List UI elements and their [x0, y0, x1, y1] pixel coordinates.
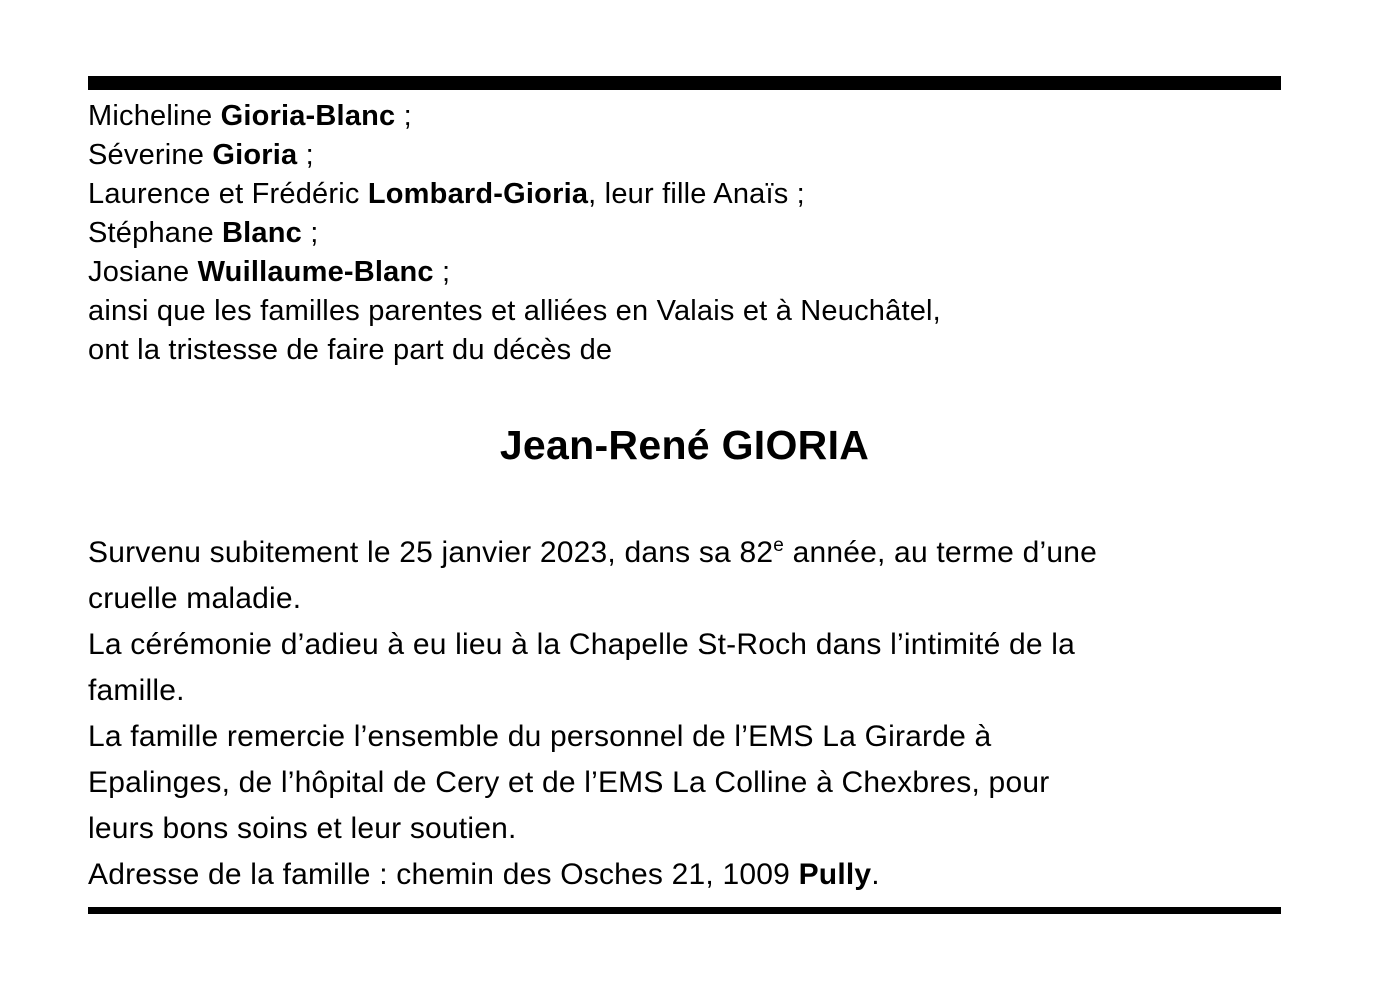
- superscript-ordinal: e: [773, 535, 785, 556]
- family-line: [88, 136, 1281, 175]
- family-line: [88, 253, 1281, 292]
- family-line-post: ;: [302, 217, 319, 249]
- body-line: Epalinges, de l’hôpital de Cery et de l’EMS La Colline à Chexbres, pour: [88, 766, 1050, 799]
- family-surname: Wuillaume-Blanc: [197, 256, 434, 288]
- family-surname: Gioria-Blanc: [220, 100, 396, 132]
- family-line: [88, 97, 1281, 136]
- address-pre: Adresse de la famille : chemin des Osches 21, 1009: [88, 858, 799, 891]
- body-line: [88, 530, 1281, 576]
- address-city: Pully: [798, 858, 872, 891]
- body-line-pre: Survenu subitement le 25 janvier 2023, dans sa 82: [88, 536, 774, 569]
- family-line: [88, 214, 1281, 253]
- family-surname: Lombard-Gioria: [367, 178, 589, 210]
- body-line: famille.: [88, 674, 185, 707]
- address-line: [88, 852, 1281, 898]
- family-line-post: , leur fille Anaïs ;: [588, 178, 805, 210]
- body-block: [88, 530, 1281, 898]
- family-line-pre: Laurence et Frédéric: [88, 178, 368, 210]
- family-line-pre: Micheline: [88, 100, 221, 132]
- family-line-post: ;: [433, 256, 451, 288]
- notice-content: [88, 76, 1281, 914]
- family-line-pre: Séverine: [88, 139, 213, 171]
- family-line: [88, 175, 1281, 214]
- family-block: [88, 97, 1281, 370]
- body-line: leurs bons soins et leur soutien.: [88, 812, 517, 845]
- family-line-pre: Josiane: [88, 256, 198, 288]
- intro-line: ainsi que les familles parentes et alliées en Valais et à Neuchâtel,: [88, 295, 941, 327]
- bottom-rule: [88, 907, 1281, 914]
- family-surname: Blanc: [222, 217, 303, 249]
- body-line: cruelle maladie.: [88, 582, 302, 615]
- intro-line: ont la tristesse de faire part du décès de: [88, 334, 613, 366]
- family-line-post: ;: [297, 139, 314, 171]
- top-rule: [88, 76, 1281, 90]
- body-line: La cérémonie d’adieu à eu lieu à la Chapelle St-Roch dans l’intimité de la: [88, 628, 1076, 661]
- body-line-post: année, au terme d’une: [784, 536, 1097, 569]
- family-surname: Gioria: [212, 139, 298, 171]
- address-post: .: [871, 858, 880, 891]
- body-line: La famille remercie l’ensemble du personnel de l’EMS La Girarde à: [88, 720, 992, 753]
- deceased-name: Jean-René GIORIA: [499, 422, 870, 468]
- family-line-post: ;: [395, 100, 412, 132]
- family-line-pre: Stéphane: [88, 217, 223, 249]
